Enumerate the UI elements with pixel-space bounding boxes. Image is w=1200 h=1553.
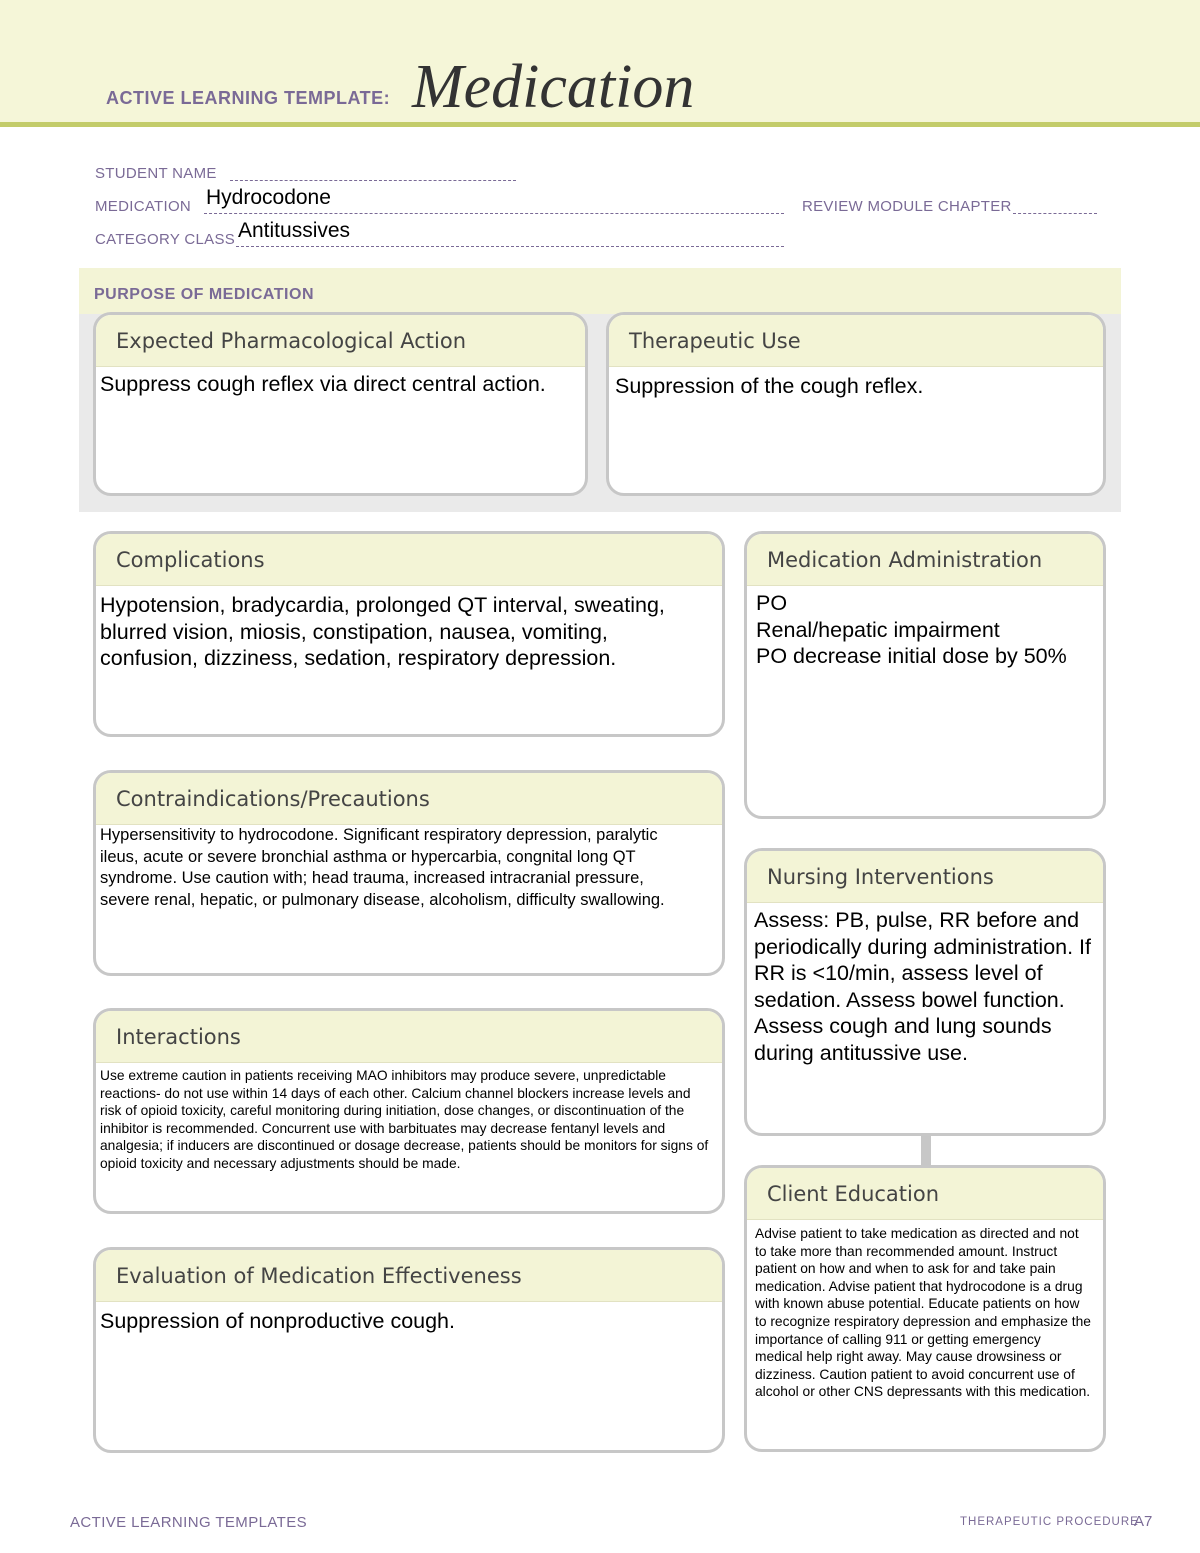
evaluation-heading: Evaluation of Medication Effectiveness: [96, 1250, 722, 1302]
connector-bar: [921, 1134, 931, 1166]
expected-action-box[interactable]: [93, 312, 588, 496]
contraindications-heading: Contraindications/Precautions: [96, 773, 722, 825]
administration-line: PO: [756, 591, 788, 615]
review-module-label: REVIEW MODULE CHAPTER: [802, 198, 1012, 215]
nursing-interventions-box[interactable]: [744, 848, 1106, 1136]
client-education-heading: Client Education: [747, 1168, 1103, 1220]
client-education-text: Advise patient to take medication as directed and not to take more than recommended amount. Instruct patient on how and when to ask for and take pain medication. Advise patient that hydrocodone is a drug with known abuse potential. Educate patients on how to recognize respiratory depression and emphasize the importance of calling 911 or getting emergency medical help right away. May cause drowsiness or dizziness. Caution patient to avoid concurrent use of alcohol or other CNS depressants with this medication.: [755, 1226, 1091, 1400]
evaluation-box[interactable]: [93, 1247, 725, 1453]
page-number: A7: [1134, 1513, 1153, 1530]
therapeutic-use-text: Suppression of the cough reflex.: [615, 374, 924, 398]
purpose-title: PURPOSE OF MEDICATION: [94, 286, 314, 303]
administration-line: Renal/hepatic impairment: [756, 617, 1000, 642]
complications-box[interactable]: [93, 531, 725, 737]
category-class-label: CATEGORY CLASS: [95, 231, 236, 248]
administration-text: [747, 586, 1103, 670]
therapeutic-use-heading: Therapeutic Use: [609, 315, 1103, 367]
category-class-field[interactable]: [236, 246, 784, 247]
nursing-interventions-text: Assess: PB, pulse, RR before and periodically during administration. If RR is <10/min, assess level of sedation. Assess bowel function. Assess cough and lung sounds during antitussive use.: [754, 908, 1091, 1065]
interactions-box[interactable]: [93, 1008, 725, 1214]
template-title: Medication: [412, 53, 695, 121]
footer-right-label: THERAPEUTIC PROCEDURE: [960, 1516, 1139, 1528]
client-education-box[interactable]: [744, 1165, 1106, 1452]
medication-value: Hydrocodone: [206, 186, 331, 209]
student-name-label: STUDENT NAME: [95, 165, 217, 182]
expected-action-text: Suppress cough reflex via direct central action.: [100, 372, 546, 396]
administration-heading: Medication Administration: [747, 534, 1103, 586]
footer-left-label: ACTIVE LEARNING TEMPLATES: [70, 1514, 307, 1531]
category-class-value: Antitussives: [238, 219, 351, 242]
complications-heading: Complications: [96, 534, 722, 586]
complications-text: Hypotension, bradycardia, prolonged QT interval, sweating, blurred vision, miosis, constipation, nausea, vomiting, confusion, dizziness, sedation, respiratory depression.: [100, 593, 665, 670]
review-module-field[interactable]: [1013, 213, 1097, 214]
nursing-interventions-heading: Nursing Interventions: [747, 851, 1103, 903]
contraindications-box[interactable]: [93, 770, 725, 976]
expected-action-heading: Expected Pharmacological Action: [96, 315, 585, 367]
evaluation-text: Suppression of nonproductive cough.: [100, 1309, 455, 1333]
interactions-text: Use extreme caution in patients receiving MAO inhibitors may produce severe, unpredictable reactions- do not use within 14 days of each other. Calcium channel blockers increase levels and risk of opioid toxicity, careful monitoring during initiation, dose changes, or discontinuation of the inhibitor is recommended. Concurrent use with barbituates may decrease fentanyl levels and analgesia; if inducers are discontinued or dosage decrease, patients should be monitors for signs of opioid toxicity and necessary adjustments should be made.: [100, 1068, 709, 1171]
administration-line: PO decrease initial dose by 50%: [756, 644, 1067, 668]
interactions-heading: Interactions: [96, 1011, 722, 1063]
contraindications-text: Hypersensitivity to hydrocodone. Significant respiratory depression, paralytic ileus, acute or severe bronchial asthma or hypercarbia, congnital long QT syndrome. Use caution with; head trauma, increased intracranial pressure, severe renal, hepatic, or pulmonary disease, alcoholism, difficulty swallowing.: [100, 826, 665, 909]
therapeutic-use-box[interactable]: [606, 312, 1106, 496]
medication-field[interactable]: [204, 213, 784, 214]
medication-label: MEDICATION: [95, 198, 192, 215]
administration-box[interactable]: [744, 531, 1106, 819]
template-label: ACTIVE LEARNING TEMPLATE:: [106, 88, 391, 108]
student-name-field[interactable]: [230, 180, 516, 181]
